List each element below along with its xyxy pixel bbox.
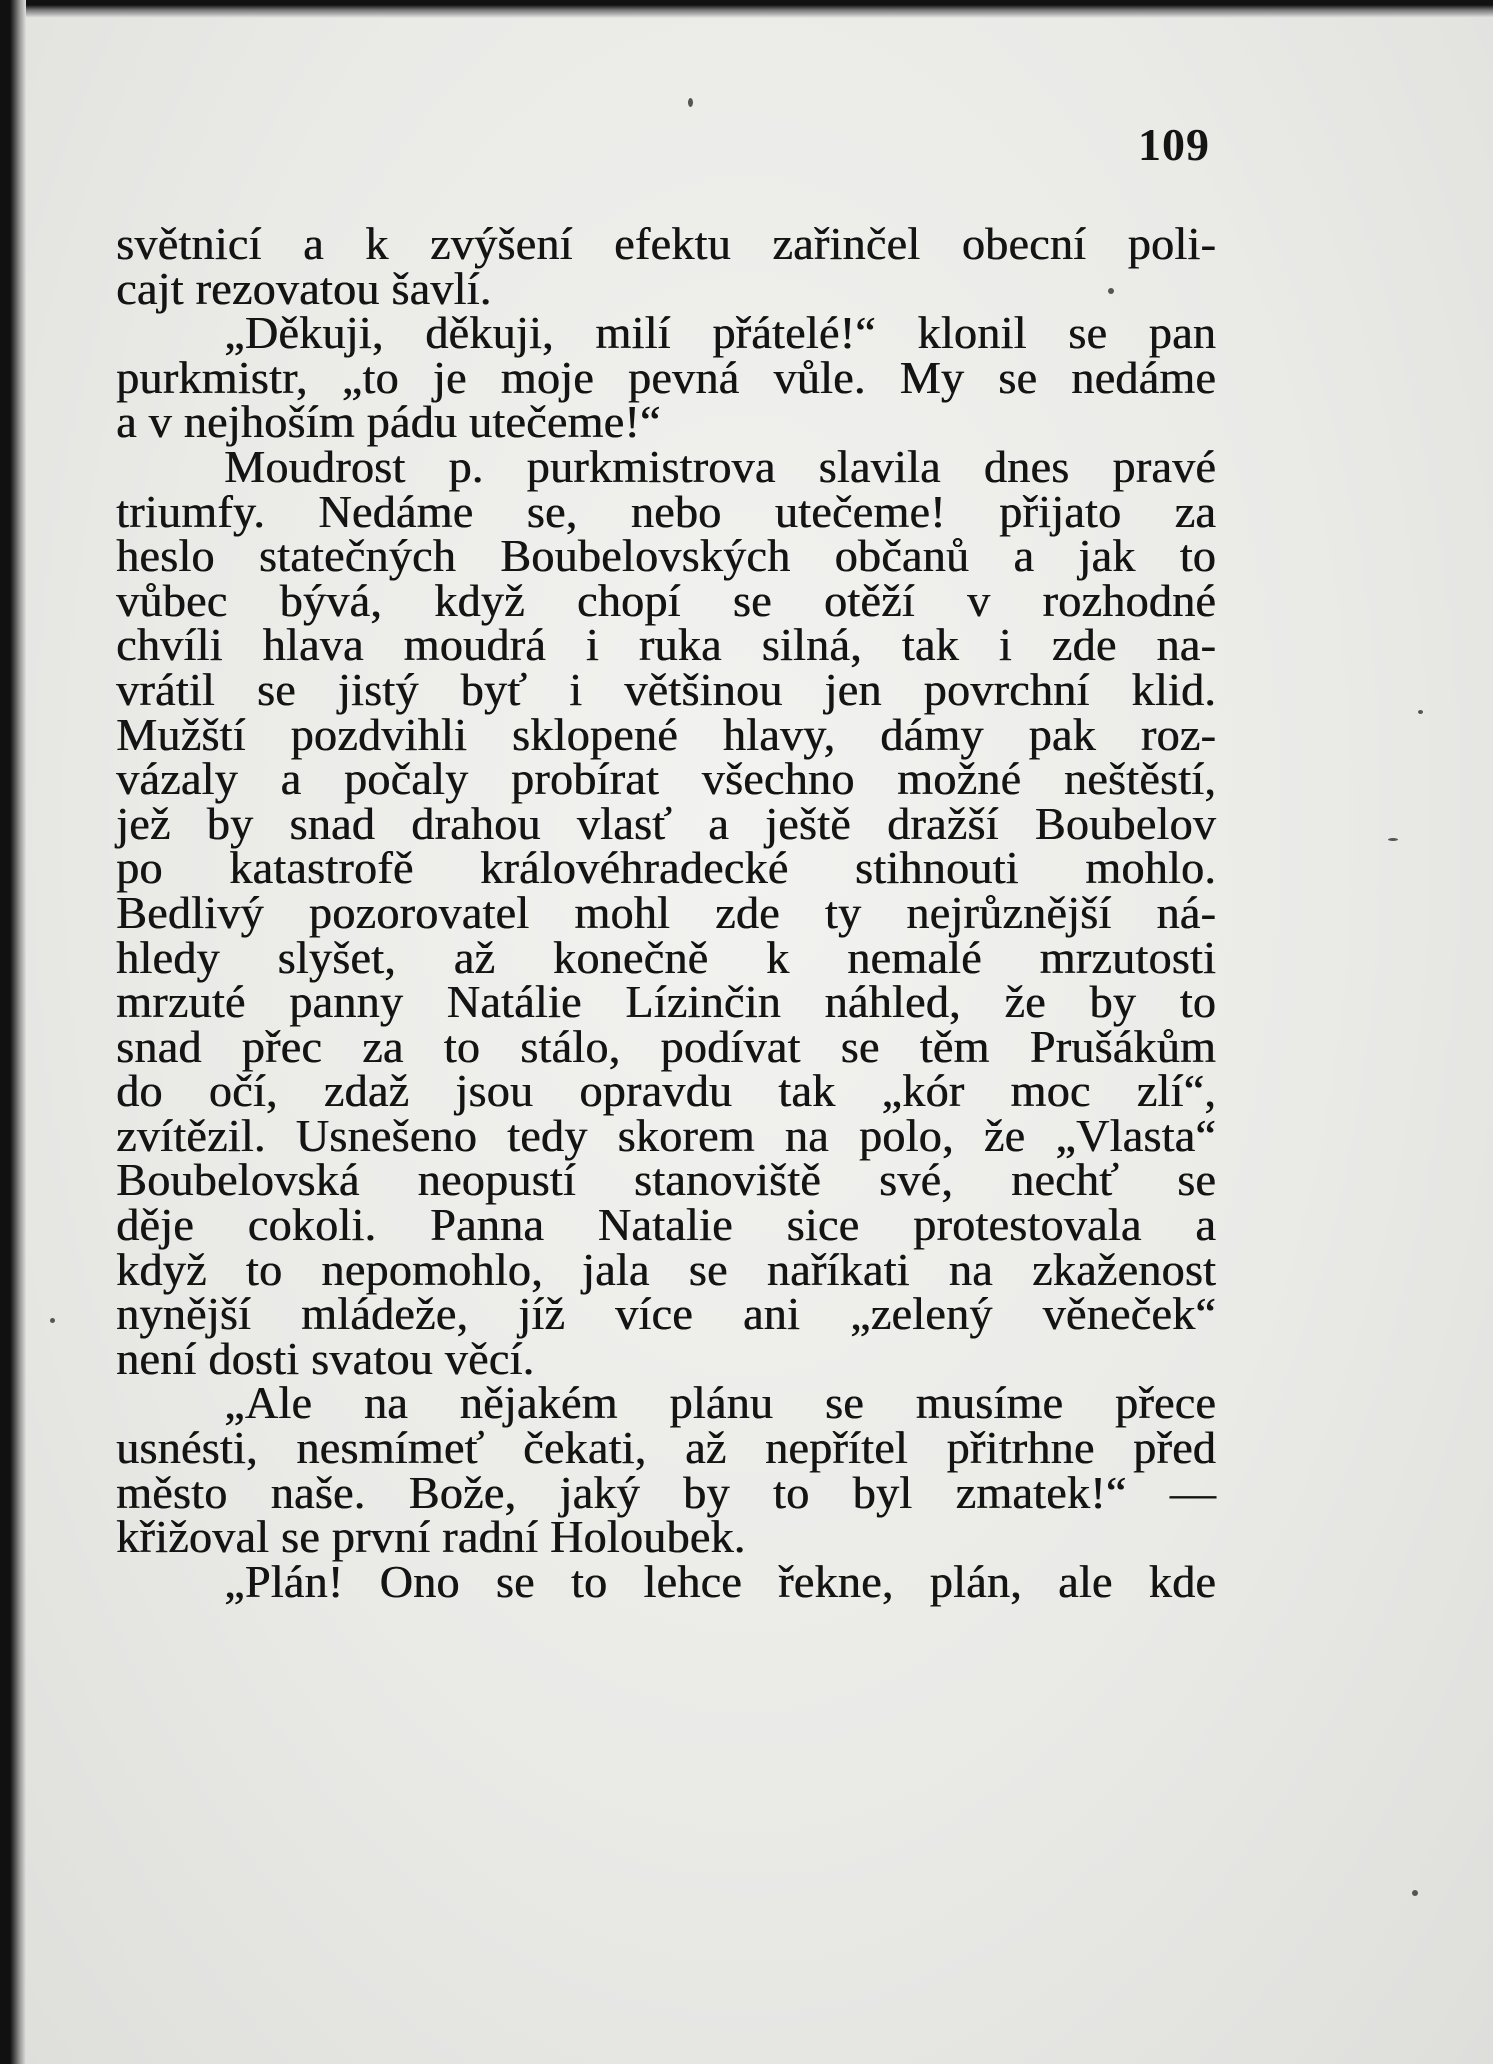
body-text (116, 218, 1216, 1607)
print-speck (50, 1318, 55, 1323)
text-line: Moudrost p. purkmistrova slavila dnes pravé (224, 440, 1216, 492)
text-line: vůbec bývá, když chopí se otěží v rozhodné (116, 574, 1216, 626)
text-line: mrzuté panny Natálie Lízinčin náhled, že by to (116, 976, 1216, 1028)
text-line: „Ale na nějakém plánu se musíme přece (224, 1377, 1216, 1429)
text-line: křižoval se první radní Holoubek. (116, 1511, 746, 1563)
print-speck (1418, 710, 1423, 714)
text-line: „Plán! Ono se to lehce řekne, plán, ale kde (224, 1555, 1216, 1607)
text-line: Bedlivý pozorovatel mohl zde ty nejrůznější ná- (116, 886, 1216, 938)
text-line: usnésti, nesmímeť čekati, až nepřítel přitrhne před (116, 1422, 1216, 1474)
text-line: město naše. Bože, jaký by to byl zmatek!“ — (116, 1466, 1216, 1518)
text-line: po katastrofě královéhradecké stihnouti mohlo. (116, 842, 1216, 894)
scan-binding-edge (0, 0, 26, 2064)
print-speck (688, 98, 693, 107)
text-line: nynější mládeže, jíž více ani „zelený věneček“ (116, 1288, 1216, 1340)
text-line: Mužští pozdvihli sklopené hlavy, dámy pak roz- (116, 708, 1216, 760)
print-speck (1108, 288, 1114, 294)
text-line: děje cokoli. Panna Natalie sice protestovala a (116, 1199, 1216, 1251)
text-line: není dosti svatou věcí. (116, 1332, 535, 1384)
text-line: když to nepomohlo, jala se naříkati na zkaženost (116, 1243, 1216, 1295)
text-line: světnicí a k zvýšení efektu zařinčel obecní poli- (116, 218, 1216, 269)
text-line: zvítězil. Usnešeno tedy skorem na polo, že „Vlasta“ (116, 1109, 1216, 1161)
text-line: chvíli hlava moudrá i ruka silná, tak i zde na- (116, 619, 1216, 671)
text-line: snad přec za to stálo, podívat se těm Prušákům (116, 1020, 1216, 1072)
print-speck (1388, 838, 1398, 841)
text-line: cajt rezovatou šavlí. (116, 262, 492, 314)
text-line: jež by snad drahou vlasť a ještě dražší Boubelov (116, 797, 1216, 849)
text-line: vrátil se jistý byť i většinou jen povrchní klid. (116, 663, 1216, 715)
text-line: heslo statečných Boubelovských občanů a jak to (116, 530, 1216, 582)
text-line: Boubelovská neopustí stanoviště své, nechť se (116, 1154, 1216, 1206)
text-line: vázaly a počaly probírat všechno možné neštěstí, (116, 753, 1216, 805)
page-number: 109 (1138, 119, 1210, 170)
text-line: a v nejhoším pádu utečeme!“ (116, 396, 661, 448)
text-line: do očí, zdaž jsou opravdu tak „kór moc zlí“, (116, 1065, 1216, 1117)
text-line: triumfy. Nedáme se, nebo utečeme! přijato za (116, 485, 1216, 537)
text-line: purkmistr, „to je moje pevná vůle. My se nedáme (116, 351, 1216, 403)
text-line: hledy slyšet, až konečně k nemalé mrzutosti (116, 931, 1216, 983)
print-speck (1412, 1890, 1418, 1896)
scan-top-edge (0, 0, 1493, 18)
text-line: „Děkuji, děkuji, milí přátelé!“ klonil se pan (224, 307, 1216, 359)
